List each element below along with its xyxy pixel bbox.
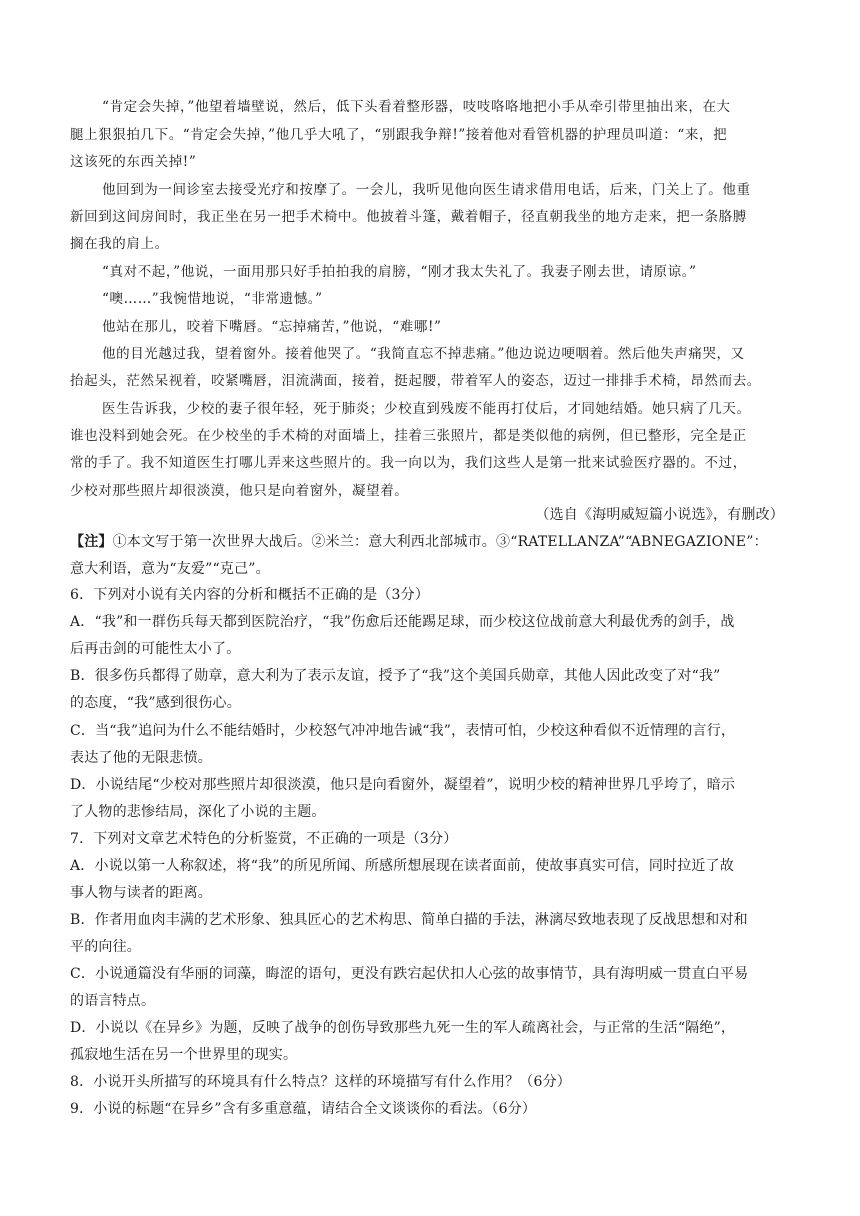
passage-line: “肯定会失掉，”他望着墙壁说，然后，低下头看着整形器，吱吱咯咯地把小手从牵引带里抽出来，在大 xyxy=(102,99,731,115)
question-7-option-d-cont: 孤寂地生活在另一个世界里的现实。 xyxy=(70,1047,298,1063)
passage-line: 新回到这间房间时，我正坐在另一把手术椅中。他披着斗篷，戴着帽子，径直朝我坐的地方走来，把一条胳膊 xyxy=(70,209,747,225)
passage-line: 他回到为一间诊室去接受光疗和按摩了。一会儿，我听见他向医生请求借用电话，后来，门关上了。他重 xyxy=(102,182,751,198)
question-6-option-c-cont: 表达了他的无限悲愤。 xyxy=(70,750,212,766)
passage-line: 谁也没料到她会死。在少校坐的手术椅的对面墙上，挂着三张照片，都是类似他的病例，但已整形，完全是正 xyxy=(70,428,747,444)
question-7-option-a-cont: 事人物与读者的距离。 xyxy=(70,885,212,901)
source-citation: （选自《海明威短篇小说选》，有删改） xyxy=(535,507,784,523)
passage-line: 他的目光越过我，望着窗外。接着他哭了。“我简直忘不掉悲痛。”他边说边哽咽着。然后他失声痛哭，又 xyxy=(102,346,745,362)
question-6-option-a-cont: 后再击剑的可能性太小了。 xyxy=(70,641,241,657)
note-line: 意大利语，意为“友爱”“克己”。 xyxy=(70,561,270,577)
note-text: ①本文写于第一次世界大战后。②米兰：意大利西北部城市。③“RATELLANZA”“ABNEGAZIONE”： xyxy=(112,534,768,550)
passage-line: 搁在我的肩上。 xyxy=(70,236,169,252)
question-8: 8．小说开头所描写的环境具有什么特点？这样的环境描写有什么作用？（6分） xyxy=(70,1074,572,1090)
question-6-option-c: C．当“我”追问为什么不能结婚时，少校怒气冲冲地告诫“我”，表情可怕，少校这种看似不近情理的言行， xyxy=(70,723,736,739)
question-7-option-d: D．小说以《在异乡》为题，反映了战争的创伤导致那些九死一生的军人疏离社会，与正常的生活“隔绝”， xyxy=(70,1020,736,1036)
question-7-option-a: A．小说以第一人称叙述，将“我”的所见所闻、所感所想展现在读者面前，使故事真实可信，同时拉近了故 xyxy=(70,858,735,874)
passage-line: “真对不起，”他说，一面用那只好手拍拍我的肩膀，“刚才我太失礼了。我妻子刚去世，请原谅。” xyxy=(102,264,697,280)
note-label: 【注】 xyxy=(70,534,113,550)
passage-line: “噢……”我惋惜地说，“非常遗憾。” xyxy=(102,291,323,307)
question-7-option-c: C．小说通篇没有华丽的词藻，晦涩的语句，更没有跌宕起伏扣人心弦的故事情节，具有海明威一贯直白平易 xyxy=(70,966,749,982)
passage-line: 少校对那些照片却很淡漠，他只是向着窗外，凝望着。 xyxy=(70,483,409,499)
question-7-option-b-cont: 平的向往。 xyxy=(70,939,141,955)
question-6-option-a: A．“我”和一群伤兵每天都到医院治疗，“我”伤愈后还能踢足球，而少校这位战前意大利最优秀的剑手，战 xyxy=(70,614,735,630)
passage-line: 这该死的东西关掉!” xyxy=(70,154,197,170)
question-9: 9．小说的标题“在异乡”含有多重意蕴，请结合全文谈谈你的看法。（6分） xyxy=(70,1101,537,1117)
passage-line: 抬起头，茫然呆视着，咬紧嘴唇，泪流满面，接着，挺起腰，带着军人的姿态，迈过一排排手术椅，昂然而去。 xyxy=(70,373,761,389)
passage-line: 他站在那儿，咬着下嘴唇。“忘掉痛苦，”他说，“难哪!” xyxy=(102,319,442,335)
note-line xyxy=(70,532,790,552)
passage-line: 医生告诉我，少校的妻子很年轻，死于肺炎；少校直到残废不能再打仗后，才同她结婚。她只病了几天。 xyxy=(102,401,751,417)
question-6-option-b-cont: 的态度，“我”感到很伤心。 xyxy=(70,695,241,711)
question-7-option-b: B．作者用血肉丰满的艺术形象、独具匠心的艺术构思、简单白描的手法，淋漓尽致地表现了反战思想和对和 xyxy=(70,912,748,928)
question-6-stem: 6．下列对小说有关内容的分析和概括不正确的是（3分） xyxy=(70,587,430,603)
question-6-option-d: D．小说结尾“少校对那些照片却很淡漠，他只是向看窗外，凝望着”，说明少校的精神世界几乎垮了，暗示 xyxy=(70,777,736,793)
question-7-option-c-cont: 的语言特点。 xyxy=(70,993,156,1009)
question-6-option-d-cont: 了人物的悲惨结局，深化了小说的主题。 xyxy=(70,804,326,820)
question-6-option-b: B．很多伤兵都得了勋章，意大利为了表示友谊，授予了“我”这个美国兵勋章，其他人因此改变了对“我” xyxy=(70,668,721,684)
passage-line: 常的手了。我不知道医生打哪儿弄来这些照片的。我一向以为，我们这些人是第一批来试验医疗器的。不过， xyxy=(70,455,747,471)
question-7-stem: 7．下列对文章艺术特色的分析鉴赏，不正确的一项是（3分） xyxy=(70,831,458,847)
passage-line: 腿上狠狠拍几下。“肯定会失掉，”他几乎大吼了，“别跟我争辩!”接着他对看管机器的护理员叫道：“来，把 xyxy=(70,127,728,143)
